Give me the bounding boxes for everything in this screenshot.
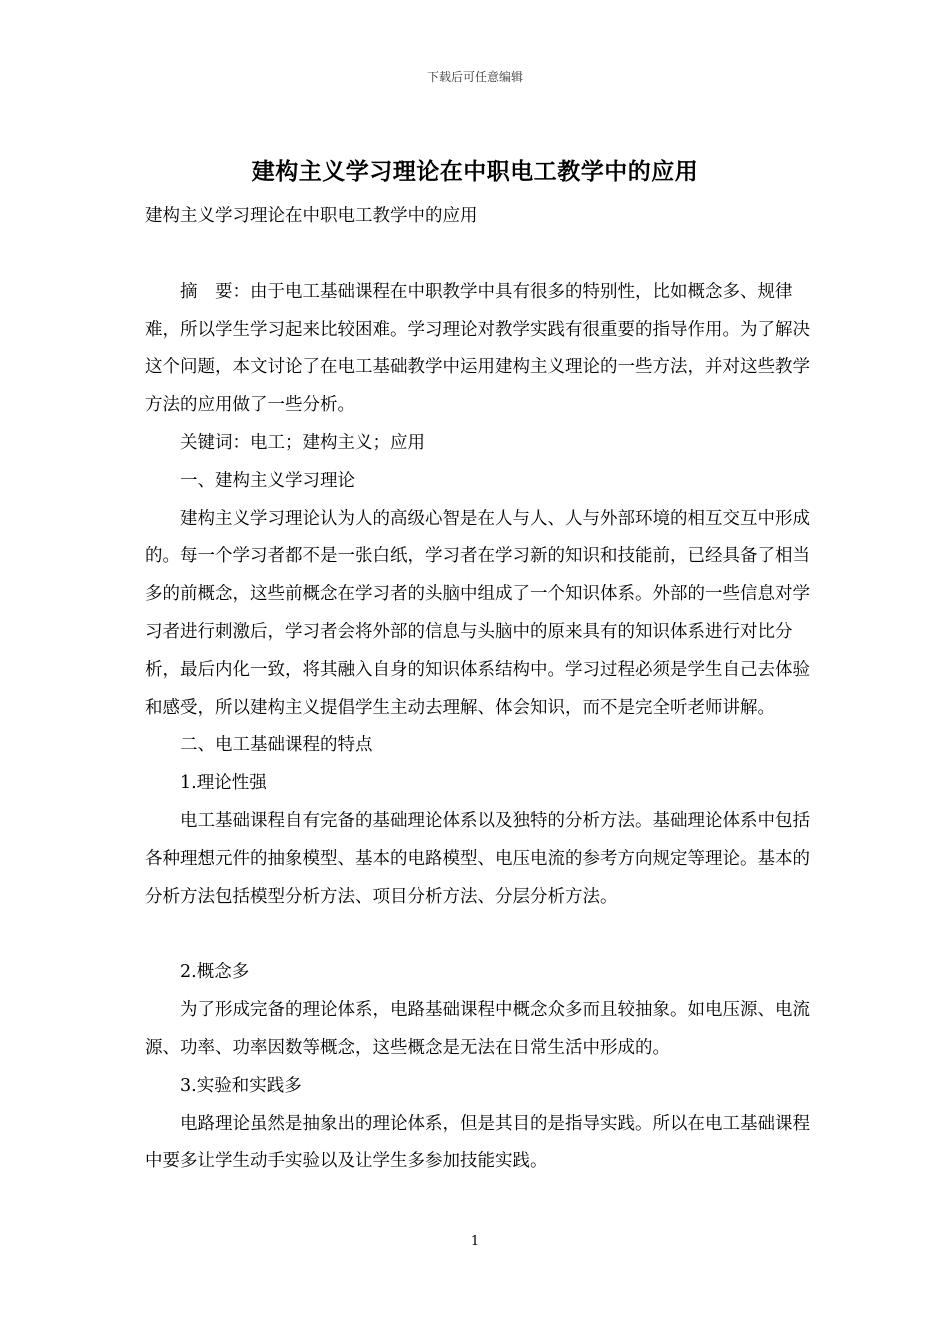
document-title: 建构主义学习理论在中职电工教学中的应用: [251, 158, 699, 185]
subsection-2-paragraph: 为了形成完备的理论体系，电路基础课程中概念众多而且较抽象。如电压源、电流源、功率、功率因数等概念，这些概念是无法在日常生活中形成的。: [145, 1000, 810, 1058]
subsection-1-paragraph: 电工基础课程自有完备的基础理论体系以及独特的分析方法。基础理论体系中包括各种理想元件的抽象模型、基本的电路模型、电压电流的参考方向规定等理论。基本的分析方法包括模型分析方法、项目分析方法、分层分析方法。: [145, 810, 810, 907]
section-heading-1: 一、建构主义学习理论: [180, 470, 355, 491]
subsection-heading-2: 2.概念多: [180, 962, 250, 983]
page-header: 下载后可任意编辑: [426, 70, 523, 84]
keywords-line: 关键词：电工；建构主义；应用: [180, 432, 425, 453]
subsection-heading-1: 1.理论性强: [180, 773, 267, 794]
section-heading-2: 二、电工基础课程的特点: [180, 735, 373, 756]
section-1-paragraph: 建构主义学习理论认为人的高级心智是在人与人、人与外部环境的相互交互中形成的。每一个学习者都不是一张白纸，学习者在学习新的知识和技能前，已经具备了相当多的前概念，这些前概念在学习者的头脑中组成了一个知识体系。外部的一些信息对学习者进行刺激后，学习者会将外部的信息与头脑中的原来具有的知识体系进行对比分析，最后内化一致，将其融入自身的知识体系结构中。学习过程必须是学生自己去体验和感受，所以建构主义提倡学生主动去理解、体会知识，而不是完全听老师讲解。: [145, 508, 810, 718]
subsection-heading-3: 3.实验和实践多: [180, 1075, 302, 1096]
document-subtitle: 建构主义学习理论在中职电工教学中的应用: [145, 206, 478, 226]
subsection-3-paragraph: 电路理论虽然是抽象出的理论体系，但是其目的是指导实践。所以在电工基础课程中要多让学生动手实验以及让学生多参加技能实践。: [145, 1113, 810, 1172]
spacer: [145, 236, 825, 274]
page-number: 1: [470, 1234, 480, 1249]
abstract-paragraph: 摘 要：由于电工基础课程在中职教学中具有很多的特别性，比如概念多、规律难，所以学生学习起来比较困难。学习理论对教学实践有很重要的指导作用。为了解决这个问题，本文讨论了在电工基础教学中运用建构主义理论的一些方法，并对这些教学方法的应用做了一些分析。: [145, 281, 810, 416]
document-body: [145, 198, 825, 1181]
spacer: [145, 916, 825, 954]
